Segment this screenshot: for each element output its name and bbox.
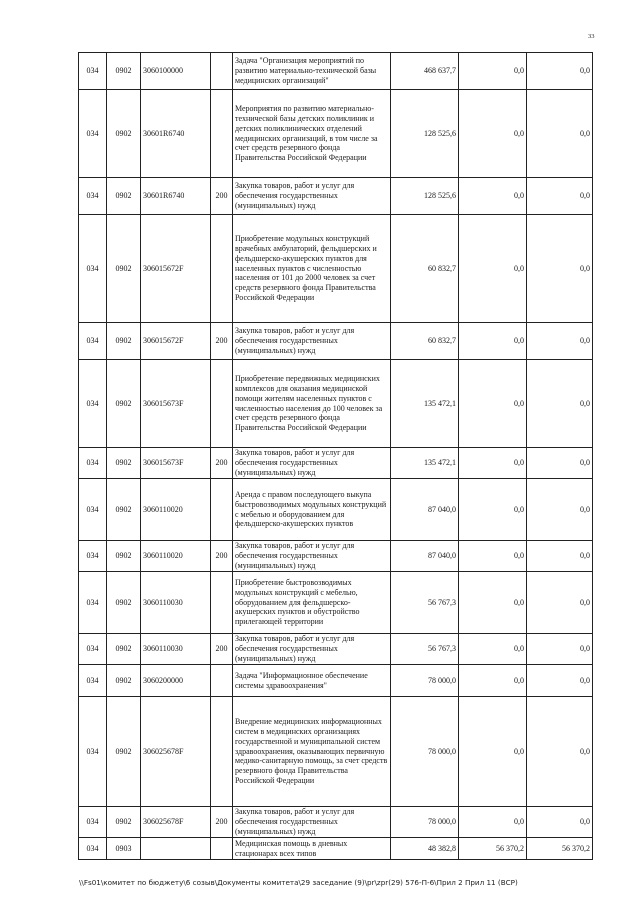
row-name: Приобретение быстровозводимых модульных конструкций с мебелью, оборудованием для фельдшерско-акушерских пунктов и обустройство прилегающей территории: [233, 572, 391, 634]
table-row: [79, 541, 593, 572]
amount-year-1: 128 525,6: [391, 90, 459, 178]
target-article-code: 306015673F: [141, 360, 211, 448]
amount-year-3: 56 370,2: [527, 838, 593, 860]
table-row: [79, 53, 593, 90]
grbs-code: 034: [79, 838, 107, 860]
amount-year-3: 0,0: [527, 53, 593, 90]
target-article-code: 3060110020: [141, 479, 211, 541]
amount-year-3: 0,0: [527, 697, 593, 807]
amount-year-3: 0,0: [527, 541, 593, 572]
section-code: 0902: [107, 479, 141, 541]
row-name: Задача "Организация мероприятий по развитию материально-технической базы медицинских организаций": [233, 53, 391, 90]
row-name: Закупка товаров, работ и услуг для обеспечения государственных (муниципальных) нужд: [233, 634, 391, 665]
row-name: Внедрение медицинских информационных систем в медицинских организациях государственной и муниципальной систем здравоохранения, оказывающих первичную медико-санитарную помощь, за счет средств резервного фонда Правительства Российской Федерации: [233, 697, 391, 807]
expense-type-code: 200: [211, 178, 233, 215]
table-row: [79, 448, 593, 479]
row-name: Закупка товаров, работ и услуг для обеспечения государственных (муниципальных) нужд: [233, 448, 391, 479]
grbs-code: 034: [79, 697, 107, 807]
target-article-code: 306025678F: [141, 697, 211, 807]
section-code: 0902: [107, 360, 141, 448]
table-row: [79, 479, 593, 541]
section-code: 0903: [107, 838, 141, 860]
section-code: 0902: [107, 572, 141, 634]
target-article-code: 3060110030: [141, 634, 211, 665]
expense-type-code: [211, 479, 233, 541]
amount-year-1: 78 000,0: [391, 665, 459, 697]
amount-year-2: 0,0: [459, 807, 527, 838]
amount-year-2: 0,0: [459, 178, 527, 215]
row-name: Аренда с правом последующего выкупа быстровозводимых модульных конструкций с мебелью и оборудованием для фельдшерско-акушерских пунктов: [233, 479, 391, 541]
grbs-code: 034: [79, 90, 107, 178]
target-article-code: 306015672F: [141, 323, 211, 360]
amount-year-1: 48 382,8: [391, 838, 459, 860]
row-name: Закупка товаров, работ и услуг для обеспечения государственных (муниципальных) нужд: [233, 541, 391, 572]
row-name: Мероприятия по развитию материально-технической базы детских поликлиник и детских поликлинических отделений медицинских организаций, в том числе за счет средств резервного фонда Правительства Российской Федерации: [233, 90, 391, 178]
table-row: [79, 90, 593, 178]
amount-year-1: 468 637,7: [391, 53, 459, 90]
expense-type-code: [211, 838, 233, 860]
grbs-code: 034: [79, 665, 107, 697]
row-name: Закупка товаров, работ и услуг для обеспечения государственных (муниципальных) нужд: [233, 323, 391, 360]
amount-year-2: 0,0: [459, 665, 527, 697]
amount-year-3: 0,0: [527, 572, 593, 634]
amount-year-3: 0,0: [527, 448, 593, 479]
grbs-code: 034: [79, 634, 107, 665]
budget-table: [78, 52, 593, 860]
table-body: [79, 53, 593, 860]
amount-year-1: 135 472,1: [391, 360, 459, 448]
grbs-code: 034: [79, 807, 107, 838]
file-path-footer: \\Fs01\комитет по бюджету\6 созыв\Документы комитета\29 заседание (9)\pr\zpr(29) 576-П-6\Прил 2 Прил 11 (ВСР): [79, 878, 518, 887]
amount-year-2: 0,0: [459, 448, 527, 479]
table-row: [79, 697, 593, 807]
grbs-code: 034: [79, 178, 107, 215]
table-row: [79, 807, 593, 838]
amount-year-2: 0,0: [459, 572, 527, 634]
grbs-code: 034: [79, 215, 107, 323]
section-code: 0902: [107, 323, 141, 360]
page-number: 33: [588, 33, 595, 40]
amount-year-2: 0,0: [459, 323, 527, 360]
amount-year-1: 78 000,0: [391, 807, 459, 838]
target-article-code: 306015672F: [141, 215, 211, 323]
table-row: [79, 838, 593, 860]
amount-year-1: 78 000,0: [391, 697, 459, 807]
expense-type-code: 200: [211, 323, 233, 360]
section-code: 0902: [107, 178, 141, 215]
amount-year-2: 0,0: [459, 634, 527, 665]
amount-year-3: 0,0: [527, 323, 593, 360]
section-code: 0902: [107, 634, 141, 665]
row-name: Медицинская помощь в дневных стационарах всех типов: [233, 838, 391, 860]
amount-year-3: 0,0: [527, 634, 593, 665]
amount-year-2: 0,0: [459, 697, 527, 807]
section-code: 0902: [107, 90, 141, 178]
amount-year-2: 0,0: [459, 360, 527, 448]
amount-year-3: 0,0: [527, 665, 593, 697]
grbs-code: 034: [79, 448, 107, 479]
amount-year-2: 56 370,2: [459, 838, 527, 860]
expense-type-code: [211, 90, 233, 178]
row-name: Закупка товаров, работ и услуг для обеспечения государственных (муниципальных) нужд: [233, 178, 391, 215]
target-article-code: 306025678F: [141, 807, 211, 838]
expense-type-code: 200: [211, 807, 233, 838]
amount-year-1: 56 767,3: [391, 634, 459, 665]
grbs-code: 034: [79, 479, 107, 541]
amount-year-1: 87 040,0: [391, 541, 459, 572]
amount-year-2: 0,0: [459, 90, 527, 178]
target-article-code: 306015673F: [141, 448, 211, 479]
grbs-code: 034: [79, 323, 107, 360]
amount-year-1: 87 040,0: [391, 479, 459, 541]
row-name: Приобретение передвижных медицинских комплексов для оказания медицинской помощи жителям населенных пунктов с численностью населения до 100 человек за счет средств резервного фонда Правительства Российской Федерации: [233, 360, 391, 448]
row-name: Закупка товаров, работ и услуг для обеспечения государственных (муниципальных) нужд: [233, 807, 391, 838]
table-row: [79, 634, 593, 665]
expense-type-code: 200: [211, 448, 233, 479]
amount-year-3: 0,0: [527, 807, 593, 838]
amount-year-2: 0,0: [459, 215, 527, 323]
expense-type-code: [211, 215, 233, 323]
amount-year-2: 0,0: [459, 541, 527, 572]
table-row: [79, 572, 593, 634]
expense-type-code: [211, 53, 233, 90]
expense-type-code: [211, 665, 233, 697]
amount-year-3: 0,0: [527, 215, 593, 323]
expense-type-code: [211, 697, 233, 807]
target-article-code: 30601R6740: [141, 178, 211, 215]
amount-year-3: 0,0: [527, 90, 593, 178]
grbs-code: 034: [79, 541, 107, 572]
expense-type-code: [211, 360, 233, 448]
amount-year-3: 0,0: [527, 178, 593, 215]
amount-year-1: 56 767,3: [391, 572, 459, 634]
section-code: 0902: [107, 665, 141, 697]
section-code: 0902: [107, 697, 141, 807]
section-code: 0902: [107, 215, 141, 323]
amount-year-2: 0,0: [459, 53, 527, 90]
amount-year-3: 0,0: [527, 479, 593, 541]
section-code: 0902: [107, 53, 141, 90]
target-article-code: [141, 838, 211, 860]
row-name: Приобретение модульных конструкций врачебных амбулаторий, фельдшерских и фельдшерско-акушерских пунктов для населенных пунктов с численностью населения от 101 до 2000 человек за счет средств резервного фонда Правительства Российской Федерации: [233, 215, 391, 323]
section-code: 0902: [107, 448, 141, 479]
target-article-code: 3060100000: [141, 53, 211, 90]
amount-year-1: 128 525,6: [391, 178, 459, 215]
table-row: [79, 360, 593, 448]
amount-year-1: 135 472,1: [391, 448, 459, 479]
section-code: 0902: [107, 807, 141, 838]
section-code: 0902: [107, 541, 141, 572]
target-article-code: 3060110020: [141, 541, 211, 572]
grbs-code: 034: [79, 360, 107, 448]
target-article-code: 30601R6740: [141, 90, 211, 178]
expense-type-code: [211, 572, 233, 634]
target-article-code: 3060110030: [141, 572, 211, 634]
amount-year-1: 60 832,7: [391, 323, 459, 360]
table-row: [79, 323, 593, 360]
target-article-code: 3060200000: [141, 665, 211, 697]
grbs-code: 034: [79, 572, 107, 634]
grbs-code: 034: [79, 53, 107, 90]
table-row: [79, 665, 593, 697]
table-row: [79, 215, 593, 323]
amount-year-2: 0,0: [459, 479, 527, 541]
expense-type-code: 200: [211, 541, 233, 572]
table-row: [79, 178, 593, 215]
expense-type-code: 200: [211, 634, 233, 665]
amount-year-1: 60 832,7: [391, 215, 459, 323]
row-name: Задача "Информационное обеспечение системы здравоохранения": [233, 665, 391, 697]
amount-year-3: 0,0: [527, 360, 593, 448]
